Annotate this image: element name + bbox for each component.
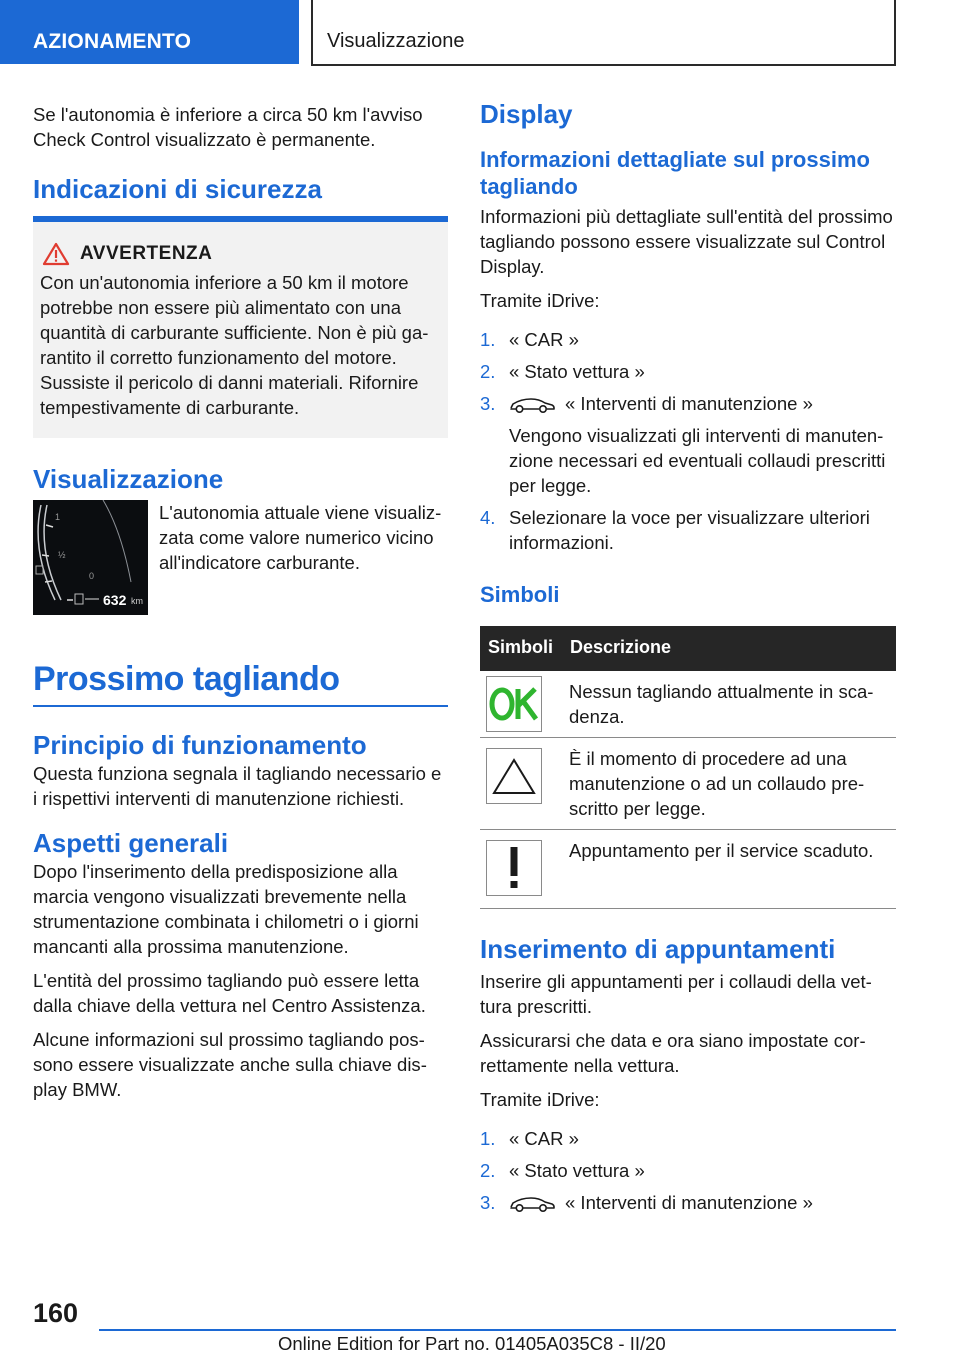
service-heading-rule — [33, 705, 448, 707]
list-item: 2. « Stato vettura » — [480, 361, 645, 382]
triangle-icon — [491, 756, 537, 796]
via-idrive-label-2: Tramite iDrive: — [480, 1089, 600, 1110]
right-column — [480, 100, 896, 1222]
display-heading: Visualizzazione — [33, 464, 224, 494]
page-number: 160 — [33, 1298, 79, 1328]
symbols-heading: Simboli — [480, 582, 560, 607]
general-text-3: Alcune informazioni sul prossimo tagliando possono essere visualizzate anche sulla chiave display BMW. — [33, 1029, 427, 1100]
safety-heading: Indicazioni di sicurezza — [33, 174, 322, 204]
car-service-icon — [509, 396, 555, 414]
exclamation-icon — [504, 845, 524, 891]
warning-title: AVVERTENZA — [80, 243, 213, 264]
edition-text: Online Edition for Part no. 01405A035C8 - II/20 — [278, 1333, 666, 1354]
list-item: 4. Selezionare la voce per visualizzare ulteriori informazioni. — [480, 507, 870, 553]
gauge-range-unit: km — [131, 596, 143, 606]
gauge-tick-half: ½ — [58, 550, 66, 560]
warning-text: Con un'autonomia inferiore a 50 km il motore potrebbe non essere più alimentato con una quantità di carburante sufficiente. Non è più garantito il corretto funzionamento del motore. Sussiste il pericolo di danni materiali. Rifornire tempestivamente di carburante. — [40, 272, 429, 418]
table-header-description: Descrizione — [562, 626, 896, 671]
appointments-text-2: Assicurarsi che data e ora siano impostate correttamente nella vettura. — [480, 1030, 866, 1076]
list-item: 1. « CAR » — [480, 329, 579, 350]
table-row — [480, 830, 896, 909]
appointments-text-1: Inserire gli appuntamenti per i collaudi della vettura prescritti. — [480, 971, 872, 1017]
ok-icon — [488, 684, 540, 724]
general-heading: Aspetti generali — [33, 828, 229, 858]
details-text: Informazioni più dettagliate sull'entità del prossimo tagliando possono essere visualizzate sul Control Display. — [480, 206, 893, 277]
principle-text: Questa funziona segnala il tagliando necessario e i rispettivi interventi di manutenzione richiesti. — [33, 763, 442, 809]
via-idrive-label: Tramite iDrive: — [480, 290, 600, 311]
symbols-table — [480, 626, 896, 909]
list-item: 3. « Interventi di manutenzione » — [480, 1192, 813, 1213]
footer-rule — [99, 1329, 896, 1331]
gauge-tick-0: 0 — [89, 571, 95, 581]
details-heading: Informazioni dettagliate sul prossimo tagliando — [480, 147, 870, 199]
table-row — [480, 738, 896, 830]
gauge-tick-1: 1 — [55, 512, 61, 522]
section-tab: AZIONAMENTO — [0, 0, 299, 64]
idrive-steps-list — [480, 327, 896, 555]
row-description: Appuntamento per il service scaduto. — [562, 830, 896, 909]
service-heading: Prossimo tagliando — [33, 660, 340, 698]
step-3-detail: Vengono visualizzati gli interventi di manutenzione necessari ed eventuali collaudi prescritti per legge. — [509, 425, 886, 496]
car-service-icon — [509, 1195, 555, 1213]
idrive-steps-list-2 — [480, 1126, 896, 1215]
warning-box — [33, 222, 448, 438]
gauge-range-value: 632 — [103, 592, 127, 608]
table-row — [480, 671, 896, 738]
general-text-1: Dopo l'inserimento della predisposizione alla marcia vengono visualizzati brevemente nella strumentazione combinata i chilometri o i giorni mancanti alla prossima manutenzione. — [33, 861, 419, 957]
list-item: 1. « CAR » — [480, 1128, 579, 1149]
list-item: 2. « Stato vettura » — [480, 1160, 645, 1181]
row-description: Nessun tagliando attualmente in scadenza. — [562, 671, 896, 738]
warning-triangle-icon — [42, 242, 70, 266]
fuel-gauge-image — [33, 500, 148, 615]
display-section-heading: Display — [480, 99, 573, 129]
chapter-title: Visualizzazione — [311, 0, 896, 66]
appointments-heading: Inserimento di appuntamenti — [480, 934, 836, 964]
display-description: L'autonomia attuale viene visualizzata come valore numerico vicino all'indicatore carburante. — [159, 502, 442, 573]
principle-heading: Principio di funzionamento — [33, 730, 367, 760]
list-item: 3. « Interventi di manutenzione » Vengono visualizzati gli interventi di manutenzione necessari ed eventuali collaudi prescritti per legge. — [480, 391, 896, 498]
left-column — [33, 102, 448, 1111]
table-header-symbol: Simboli — [480, 626, 562, 671]
range-intro-text: Se l'autonomia è inferiore a circa 50 km l'avviso Check Control visualizzato è permanente. — [33, 104, 423, 150]
row-description: È il momento di procedere ad una manutenzione o ad un collaudo prescritto per legge. — [562, 738, 896, 830]
general-text-2: L'entità del prossimo tagliando può essere letta dalla chiave della vettura nel Centro Assistenza. — [33, 970, 426, 1016]
